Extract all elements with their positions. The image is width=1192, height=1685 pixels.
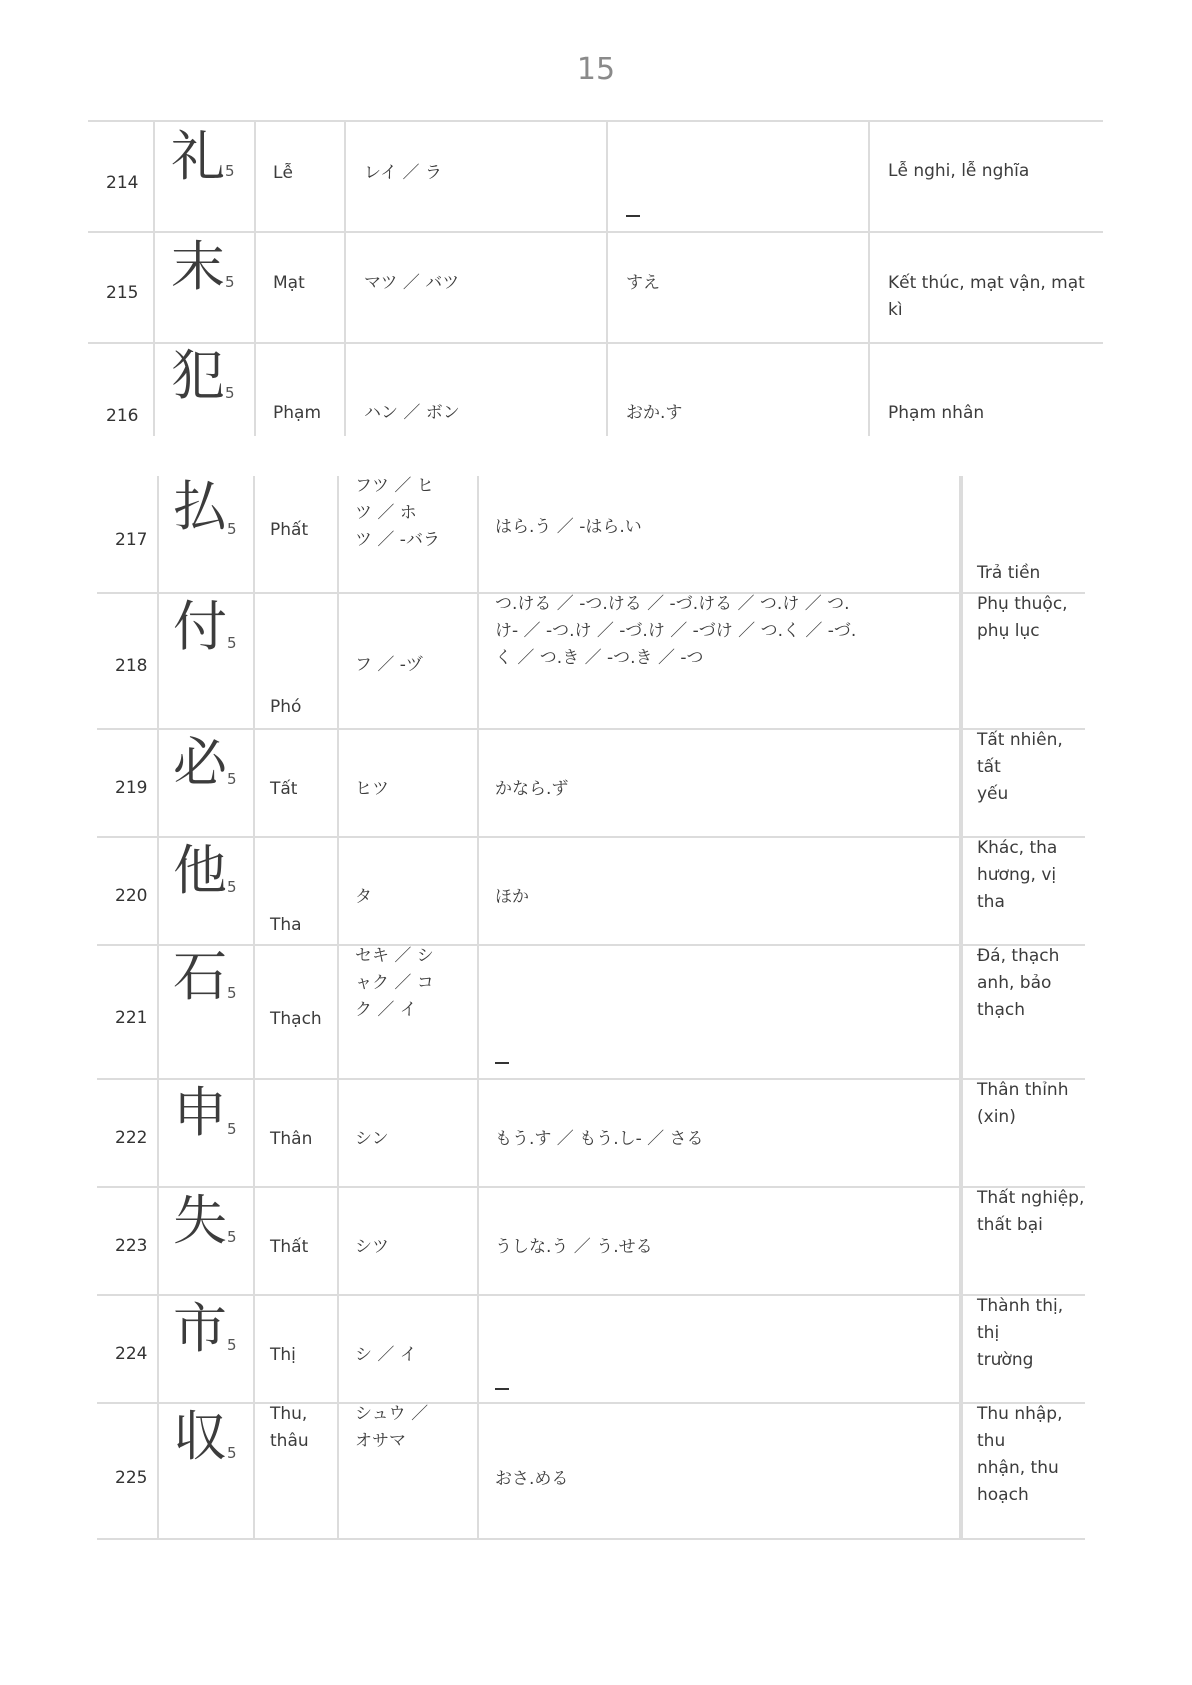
- kanji-grade: 5: [225, 273, 235, 291]
- kanji-character: 収: [173, 1405, 227, 1468]
- table-row: [97, 1404, 1085, 1540]
- kanji-onyomi: シン: [355, 1129, 389, 1149]
- page-number: 15: [576, 52, 616, 87]
- table-row: [97, 1188, 1085, 1296]
- empty-dash: [495, 1062, 509, 1064]
- kanji-character: 犯: [171, 344, 225, 407]
- kanji-onyomi: ヒツ: [355, 779, 389, 799]
- kanji-grade: 5: [227, 1228, 237, 1246]
- kanji-hanviet: Thất: [270, 1237, 309, 1257]
- kanji-meaning: Kết thúc, mạt vận, mạt kì: [888, 273, 1085, 320]
- table-row: [97, 594, 1085, 730]
- table-row: [88, 120, 1103, 233]
- kanji-meaning: Khác, tha hương, vị tha: [977, 838, 1058, 912]
- kanji-number: 221: [115, 1008, 148, 1028]
- kanji-character: 他: [173, 839, 227, 902]
- kanji-number: 220: [115, 886, 148, 906]
- kanji-number: 224: [115, 1344, 148, 1364]
- kanji-grade: 5: [227, 634, 237, 652]
- kanji-grade: 5: [227, 1120, 237, 1138]
- kanji-character: 市: [173, 1297, 227, 1360]
- empty-dash: [626, 215, 640, 217]
- kanji-hanviet: Phạm: [273, 403, 322, 423]
- kanji-character: 礼: [171, 125, 225, 188]
- kanji-onyomi: シツ: [355, 1237, 389, 1257]
- table-row: [97, 476, 1085, 594]
- kanji-kunyomi: ほか: [495, 887, 529, 907]
- kanji-hanviet: Thị: [270, 1345, 296, 1365]
- kanji-meaning: Thân thỉnh (xin): [977, 1080, 1069, 1127]
- kanji-hanviet: Thân: [270, 1129, 313, 1149]
- kanji-meaning: Thu nhập, thu nhận, thu hoạch: [977, 1404, 1063, 1505]
- kanji-grade: 5: [225, 384, 235, 402]
- kanji-kunyomi: すえ: [626, 273, 660, 293]
- kanji-onyomi: マツ ／ バツ: [364, 273, 460, 293]
- kanji-number: 218: [115, 656, 148, 676]
- kanji-kunyomi: かなら.ず: [495, 779, 569, 799]
- kanji-character: 必: [173, 731, 227, 794]
- kanji-number: 225: [115, 1468, 148, 1488]
- kanji-number: 223: [115, 1236, 148, 1256]
- kanji-character: 払: [173, 475, 227, 538]
- kanji-hanviet: Tha: [270, 915, 302, 935]
- kanji-character: 失: [173, 1189, 227, 1252]
- kanji-grade: 5: [225, 162, 235, 180]
- kanji-meaning: Lễ nghi, lễ nghĩa: [888, 161, 1030, 181]
- kanji-hanviet: Phất: [270, 520, 309, 540]
- kanji-grade: 5: [227, 770, 237, 788]
- kanji-onyomi: シ ／ イ: [355, 1345, 417, 1365]
- table-row: [97, 730, 1085, 838]
- kanji-kunyomi: おさ.める: [495, 1469, 569, 1489]
- kanji-meaning: Trả tiền: [977, 563, 1041, 583]
- table-row: [97, 1080, 1085, 1188]
- kanji-hanviet: Phó: [270, 697, 302, 717]
- kanji-number: 215: [106, 283, 139, 303]
- kanji-grade: 5: [227, 1444, 237, 1462]
- kanji-hanviet: Thạch: [270, 1009, 322, 1029]
- kanji-character: 石: [173, 945, 227, 1008]
- kanji-onyomi: フツ ／ ヒ ツ ／ ホ ツ ／ -バラ: [355, 476, 440, 550]
- kanji-number: 219: [115, 778, 148, 798]
- kanji-onyomi: レイ ／ ラ: [364, 163, 442, 183]
- kanji-onyomi: シュウ ／ オサマ: [355, 1404, 429, 1451]
- kanji-number: 217: [115, 530, 148, 550]
- kanji-grade: 5: [227, 878, 237, 896]
- kanji-grade: 5: [227, 520, 237, 538]
- kanji-meaning: Thành thị, thị trường: [977, 1296, 1064, 1370]
- table-row: [88, 342, 1103, 436]
- table-row: [88, 231, 1103, 344]
- kanji-meaning: Đá, thạch anh, bảo thạch: [977, 946, 1060, 1020]
- kanji-character: 申: [173, 1081, 227, 1144]
- table-row: [97, 1296, 1085, 1404]
- kanji-number: 214: [106, 173, 139, 193]
- kanji-meaning: Phạm nhân: [888, 403, 985, 423]
- kanji-onyomi: タ: [355, 887, 372, 907]
- kanji-meaning: Phụ thuộc, phụ lục: [977, 594, 1068, 641]
- kanji-number: 216: [106, 406, 139, 426]
- kanji-onyomi: セキ ／ シ ャク ／ コ ク ／ イ: [355, 946, 434, 1020]
- kanji-hanviet: Tất: [270, 779, 298, 799]
- kanji-character: 末: [171, 235, 225, 298]
- kanji-onyomi: ハン ／ ボン: [364, 403, 460, 423]
- kanji-kunyomi: はら.う ／ -はら.い: [495, 517, 642, 537]
- kanji-hanviet: Thu, thâu: [270, 1404, 309, 1451]
- table-row: [97, 838, 1085, 946]
- kanji-onyomi: フ ／ -ヅ: [355, 655, 423, 675]
- kanji-kunyomi: うしな.う ／ う.せる: [495, 1237, 653, 1257]
- kanji-kunyomi: つ.ける ／ -つ.ける ／ -づ.ける ／ つ.け ／ つ. け- ／ -つ.け ／ -づ.け ／ -づけ ／ つ.く ／ -づ. く ／ つ.き ／ -つ.き ／ -つ: [495, 594, 857, 668]
- kanji-kunyomi: おか.す: [626, 403, 683, 423]
- kanji-meaning: Thất nghiệp, thất bại: [977, 1188, 1085, 1235]
- kanji-hanviet: Lễ: [273, 163, 293, 183]
- empty-dash: [495, 1388, 509, 1390]
- kanji-grade: 5: [227, 984, 237, 1002]
- kanji-meaning: Tất nhiên, tất yếu: [977, 730, 1063, 804]
- kanji-kunyomi: もう.す ／ もう.し- ／ さる: [495, 1129, 704, 1149]
- kanji-hanviet: Mạt: [273, 273, 305, 293]
- kanji-grade: 5: [227, 1336, 237, 1354]
- table-row: [97, 946, 1085, 1080]
- kanji-character: 付: [173, 595, 227, 658]
- kanji-number: 222: [115, 1128, 148, 1148]
